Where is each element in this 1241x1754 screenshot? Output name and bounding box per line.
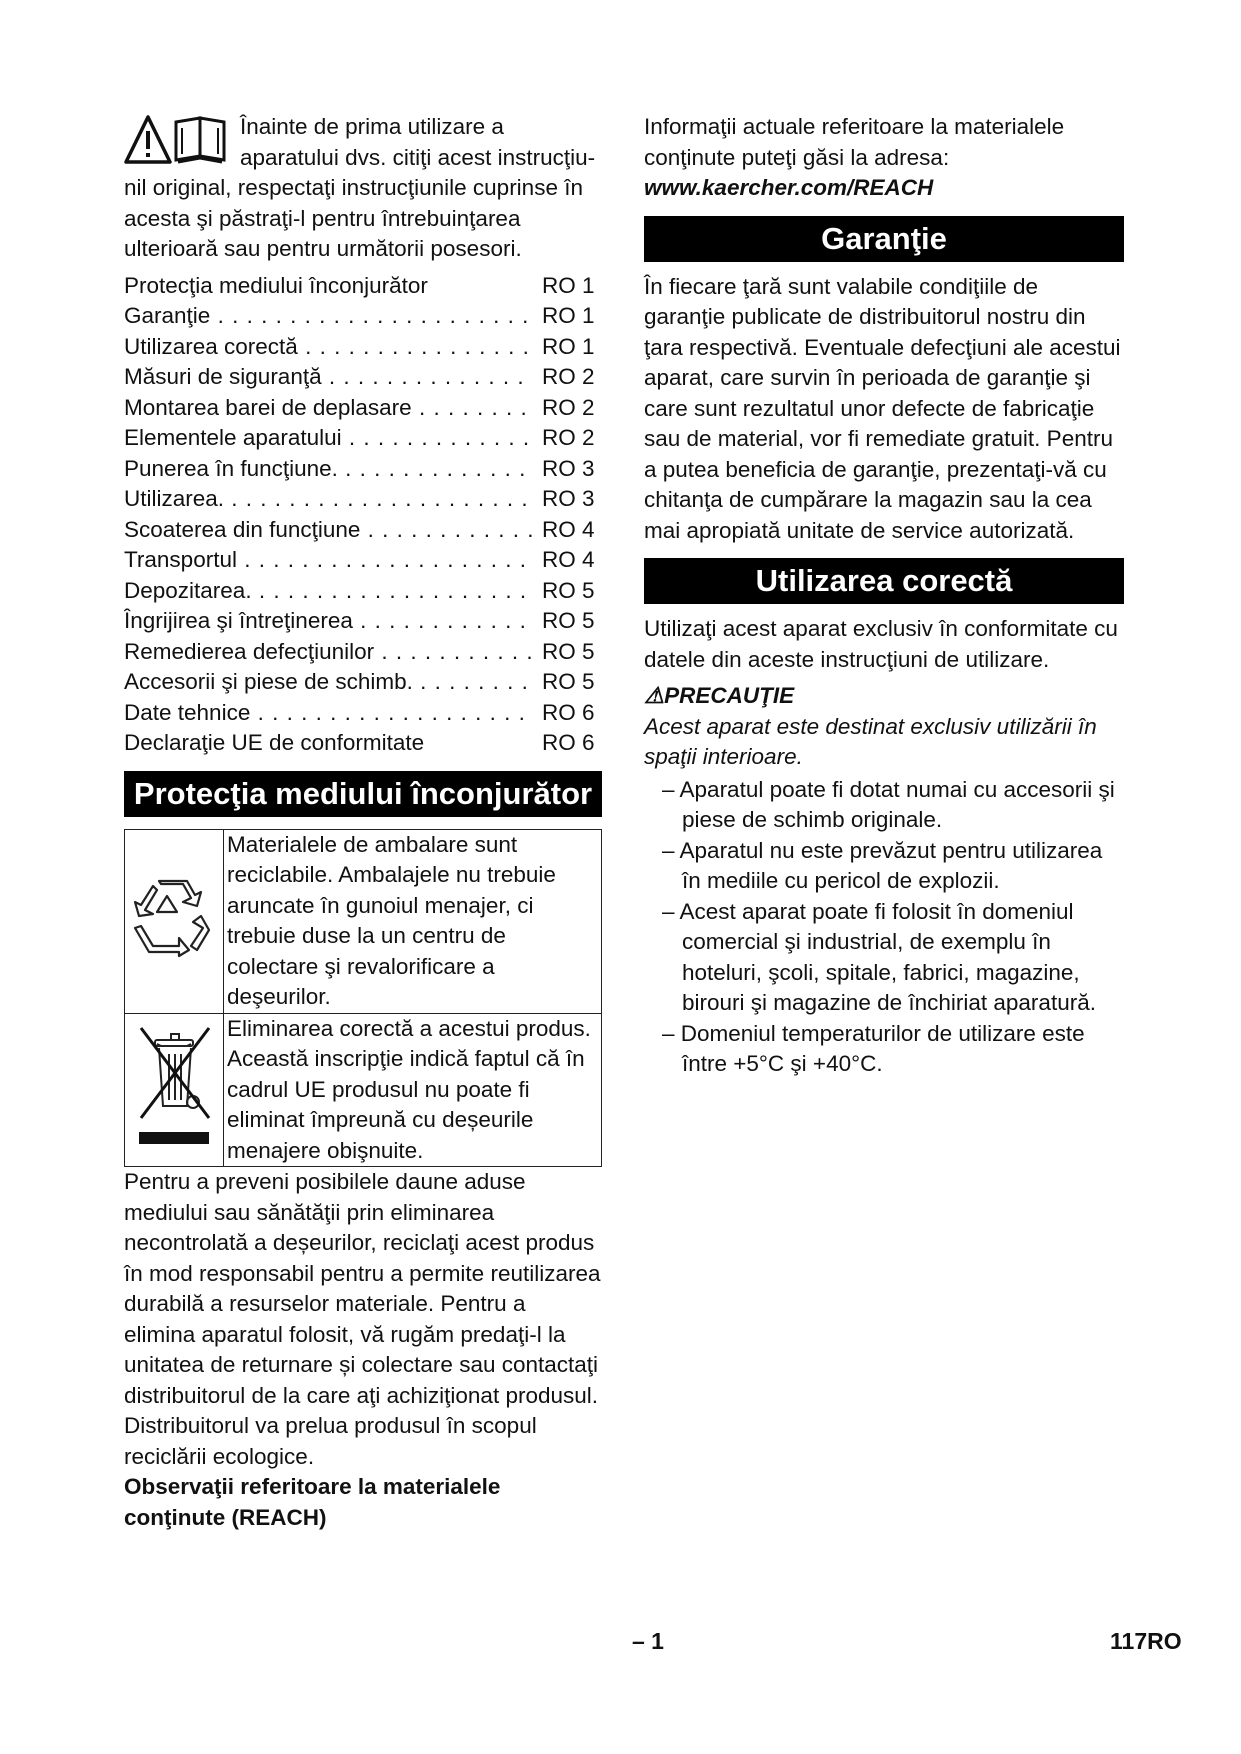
list-item: – Aparatul poate fi dotat numai cu accesorii şi piese de schimb originale.	[644, 775, 1124, 836]
toc-entry-title: Remedierea defecţiunilor . . .	[124, 637, 532, 668]
toc-entry[interactable]	[124, 454, 602, 485]
caution-text: Acest aparat este destinat exclusiv utilizării în spaţii interioare.	[644, 713, 1097, 769]
toc-entry-page: RO 5	[542, 669, 595, 694]
correct-use-text: Utilizaţi acest aparat exclusiv în conformitate cu datele din aceste instrucţiuni de utilizare.	[644, 616, 1118, 672]
toc-entry-title: Utilizarea corectă . . .	[124, 332, 532, 363]
manual-book-icon	[176, 118, 224, 162]
toc-entry-title: Punerea în funcţiune. . . .	[124, 454, 532, 485]
toc-entry[interactable]	[124, 728, 602, 759]
reach-url-link[interactable]: www.kaercher.com/REACH	[644, 175, 934, 200]
recycle-row	[125, 829, 602, 1013]
toc-entry[interactable]	[124, 515, 602, 546]
toc-entry[interactable]	[124, 423, 602, 454]
correct-use-list	[644, 775, 1124, 1080]
toc-entry-title: Garanţie . . .	[124, 301, 532, 332]
toc-entry-page: RO 2	[542, 425, 595, 450]
toc-entry[interactable]	[124, 332, 602, 363]
toc-entry-page: RO 6	[542, 730, 595, 755]
environment-paragraph: Pentru a preveni posibilele daune aduse mediului sau sănătăţii prin eliminarea necontrolată a deșeurilor, reciclaţi acest produs în mod responsabil pentru a permite reutilizarea durabilă a resurselor materiale. Pentru a elimina aparatul folosit, vă rugăm predaţi-l la unitatea de returnare și colectare sau contactaţi distribuitorul de la care aţi achiziţionat produsul. Distribuitorul va prelua produsul în scopul reciclării ecologice.	[124, 1169, 601, 1469]
list-item: – Aparatul nu este prevăzut pentru utilizarea în mediile cu pericol de explozii.	[644, 836, 1124, 897]
intro-first-lines: Înainte de prima utilizare a aparatului dvs. citiţi acest instrucţiu-	[240, 114, 596, 170]
disposal-row	[125, 1013, 602, 1167]
intro-text: nil original, respectaţi instrucţiunile cuprinse în acesta şi păstraţi-l pentru întrebuinţarea ulterioară sau pentru următorii posesori.	[124, 175, 583, 261]
toc-entry-page: RO 3	[542, 455, 595, 481]
crossed-bin-icon	[131, 1022, 217, 1150]
disposal-icon-cell	[125, 1013, 224, 1167]
toc-entry[interactable]	[124, 484, 602, 515]
reach-text: Informaţii actuale referitoare la materialele conţinute puteţi găsi la adresa:	[644, 114, 1065, 170]
toc-entry-page: RO 6	[542, 699, 595, 725]
right-column	[644, 112, 1124, 1080]
toc-entry[interactable]	[124, 637, 602, 668]
environment-heading: Protecţia mediului înconjurător	[124, 771, 602, 817]
toc-entry[interactable]	[124, 667, 602, 698]
recycle-text: Materialele de ambalare sunt reciclabile. Ambalajele nu trebuie aruncate în gunoiul menajer, ci trebuie duse la un centru de colectare şi revalorificare a deşeurilor.	[224, 829, 602, 1013]
toc-entry-page: RO 5	[542, 577, 595, 603]
warranty-text: În fiecare ţară sunt valabile condiţiile de garanţie publicate de distribuitorul nostru din ţara respectivă. Eventuale defecţiuni ale acestui aparat, care survin în perioada de garanţie şi care sunt rezultatul unor defecte de fabricaţie sau de material, vor fi remediate gratuit. Pentru a putea beneficia de garanţie, prezentaţi-vă cu chitanţa de cumpărare la magazin sau la cea mai apropiată unitate de service autorizată.	[644, 273, 1121, 543]
toc-entry-page: RO 4	[542, 516, 595, 542]
toc-entry-title: Utilizarea. . . .	[124, 484, 532, 515]
toc-entry[interactable]	[124, 393, 602, 424]
toc-entry[interactable]	[124, 606, 602, 637]
toc-entry-title: Protecţia mediului înconjurător	[124, 272, 428, 298]
environment-table	[124, 829, 602, 1168]
toc-entry-page: RO 4	[542, 547, 595, 572]
toc-entry[interactable]	[124, 271, 602, 302]
toc-entry-title: Măsuri de siguranţă . . .	[124, 362, 532, 393]
intro-icons	[124, 114, 230, 166]
toc-entry-page: RO 2	[542, 394, 595, 420]
toc-entry-title: Scoaterea din funcţiune . . .	[124, 515, 532, 546]
caution-title: ⚠PRECAUŢIE	[644, 683, 795, 708]
toc-entry[interactable]	[124, 301, 602, 332]
page-code: 117RO	[1110, 1628, 1182, 1654]
toc-entry-title: Transportul . . .	[124, 545, 532, 576]
toc-entry-title: Accesorii şi piese de schimb. . . .	[124, 667, 532, 698]
toc-entry-page: RO 1	[542, 303, 595, 328]
reach-title: Observaţii referitoare la materialele conţinute (REACH)	[124, 1474, 501, 1530]
toc-entry-title: Declaraţie UE de conformitate	[124, 730, 425, 755]
toc-entry-page: RO 2	[542, 364, 595, 389]
toc-entry[interactable]	[124, 545, 602, 576]
disposal-text: Eliminarea corectă a acestui produs. Această inscripţie indică faptul că în cadrul UE produsul nu poate fi eliminat împreună cu deșeurile menajere obişnuite.	[224, 1013, 602, 1167]
correct-use-heading: Utilizarea corectă	[644, 558, 1124, 604]
toc-entry-page: RO 5	[542, 608, 595, 633]
warning-triangle-icon	[126, 117, 170, 162]
toc-entry-title: Date tehnice . . .	[124, 698, 532, 729]
toc-entry-title: Depozitarea. . . .	[124, 576, 532, 607]
list-item: – Acest aparat poate fi folosit în domeniul comercial şi industrial, de exemplu în hoteluri, şcoli, spitale, fabrici, magazine, birouri şi magazine de închiriat aparatură.	[644, 897, 1124, 1019]
toc-entry[interactable]	[124, 698, 602, 729]
intro-section	[124, 112, 602, 265]
page-number: – 1	[632, 1628, 664, 1654]
table-of-contents	[124, 271, 602, 759]
toc-entry[interactable]	[124, 362, 602, 393]
toc-entry-page: RO 5	[542, 638, 595, 664]
list-item: – Domeniul temperaturilor de utilizare este între +5°C şi +40°C.	[644, 1019, 1124, 1080]
recycle-icon-cell	[125, 829, 224, 1013]
toc-entry-page: RO 1	[542, 333, 595, 359]
toc-entry-page: RO 3	[542, 486, 595, 511]
warranty-heading: Garanţie	[644, 216, 1124, 262]
toc-entry[interactable]	[124, 576, 602, 607]
toc-entry-title: Îngrijirea şi întreţinerea . . .	[124, 606, 532, 637]
toc-entry-page: RO 1	[542, 272, 595, 298]
toc-entry-title: Elementele aparatului . . .	[124, 423, 532, 454]
left-column	[124, 112, 602, 1533]
toc-entry-title: Montarea barei de deplasare . . .	[124, 393, 532, 424]
recycle-icon	[131, 876, 217, 958]
